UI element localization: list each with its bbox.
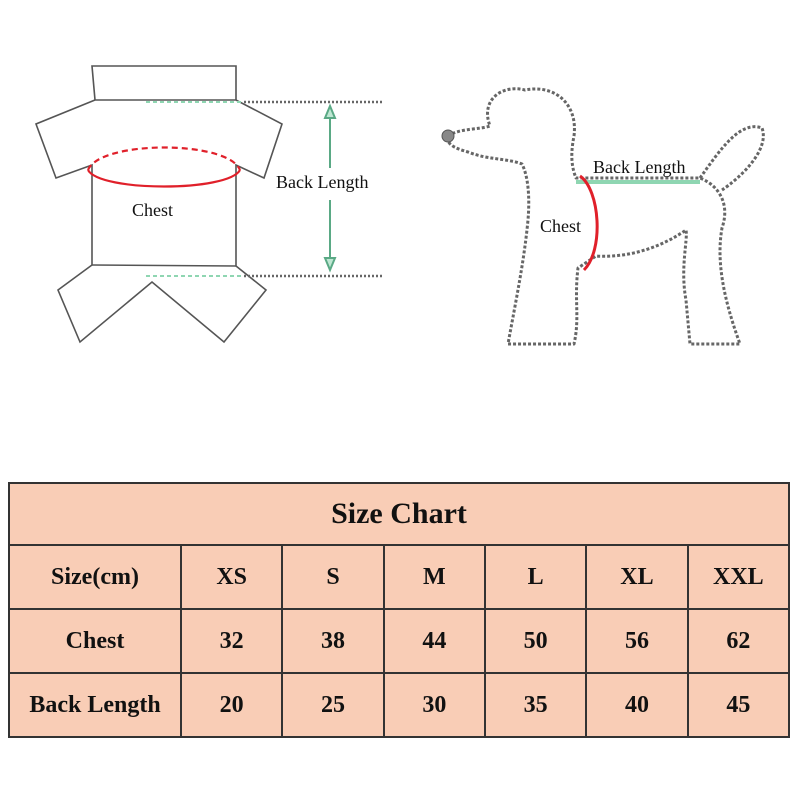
shirt-body-outline — [36, 100, 282, 342]
back-length-xs: 20 — [181, 673, 282, 737]
size-header-label: Size(cm) — [9, 545, 181, 609]
dog-chest-line — [580, 176, 597, 270]
back-length-xl: 40 — [586, 673, 687, 737]
chest-xxl: 62 — [688, 609, 789, 673]
dog-back-length-label: Back Length — [593, 157, 686, 177]
shirt-back-length-label: Back Length — [276, 172, 369, 192]
shirt-chest-front-solid — [88, 170, 240, 187]
chest-xs: 32 — [181, 609, 282, 673]
back-length-m: 30 — [384, 673, 485, 737]
back-length-xxl: 45 — [688, 673, 789, 737]
dog-nose-icon — [442, 130, 454, 142]
chest-xl: 56 — [586, 609, 687, 673]
size-chart-title: Size Chart — [9, 483, 789, 545]
chest-m: 44 — [384, 609, 485, 673]
dog-outline — [448, 89, 740, 344]
size-l: L — [485, 545, 586, 609]
size-header-row — [9, 545, 789, 609]
table-row — [9, 673, 789, 737]
back-length-arrowhead-down — [325, 258, 335, 270]
back-length-s: 25 — [282, 673, 383, 737]
size-s: S — [282, 545, 383, 609]
back-length-l: 35 — [485, 673, 586, 737]
chest-s: 38 — [282, 609, 383, 673]
dog-diagram — [448, 89, 764, 344]
size-m: M — [384, 545, 485, 609]
size-chart-table — [8, 482, 790, 738]
size-xxl: XXL — [688, 545, 789, 609]
table-row — [9, 609, 789, 673]
chest-l: 50 — [485, 609, 586, 673]
shirt-collar — [92, 66, 236, 100]
dog-chest-label: Chest — [540, 216, 582, 236]
shirt-hem-line — [92, 265, 236, 266]
row-label-back-length: Back Length — [9, 673, 181, 737]
row-label-chest: Chest — [9, 609, 181, 673]
size-xs: XS — [181, 545, 282, 609]
size-chart-title-row — [9, 483, 789, 545]
shirt-chest-label: Chest — [132, 200, 174, 220]
back-length-arrowhead-up — [325, 106, 335, 118]
dog-tail — [700, 127, 763, 190]
size-xl: XL — [586, 545, 687, 609]
shirt-chest-back-dashed — [88, 148, 240, 171]
